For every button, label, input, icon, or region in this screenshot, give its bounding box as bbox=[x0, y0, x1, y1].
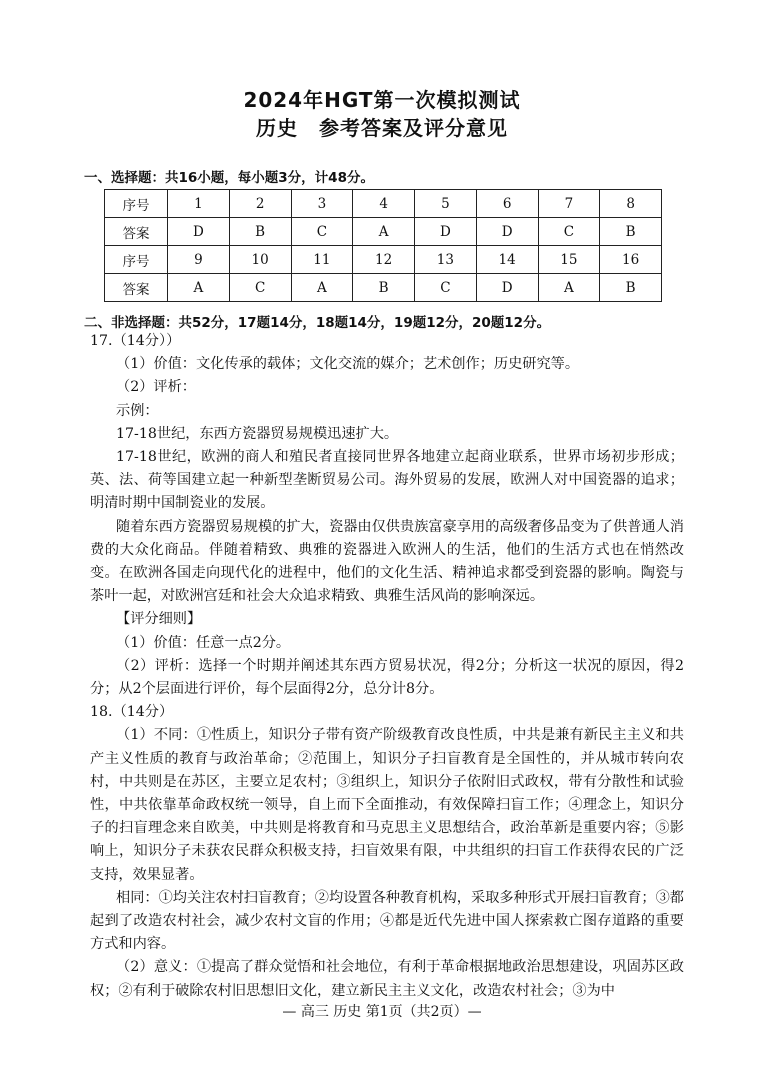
question-17-heading: 17.（14分）） bbox=[90, 333, 181, 349]
table-cell: C bbox=[415, 274, 477, 302]
answer-table bbox=[104, 189, 662, 302]
table-cell: B bbox=[600, 274, 662, 302]
table-cell: A bbox=[168, 274, 230, 302]
exam-subtitle: 历史 参考答案及评分意见 bbox=[256, 116, 508, 140]
answer-body bbox=[90, 330, 684, 1003]
table-cell: B bbox=[600, 218, 662, 246]
table-cell: 4 bbox=[353, 190, 415, 218]
table-cell: A bbox=[291, 274, 353, 302]
table-cell: B bbox=[229, 218, 291, 246]
table-cell: B bbox=[353, 274, 415, 302]
q17-scoring-part2: （2）评析：选择一个时期并阐述其东西方贸易状况，得2分；分析这一状况的原因，得2分；从2个层面进行评价，每个层面得2分，总分计8分。 bbox=[90, 657, 684, 698]
table-row bbox=[105, 218, 662, 246]
table-cell: 6 bbox=[476, 190, 538, 218]
table-cell: C bbox=[291, 218, 353, 246]
q17-example-label: 示例： bbox=[116, 402, 159, 419]
q18-part1-similarities: 相同：①均关注农村扫盲教育；②均设置各种教育机构，采取多种形式开展扫盲教育；③都起到了改造农村社会，减少农村文盲的作用；④都是近代先进中国人探索救亡图存道路的重要方式和内容。 bbox=[90, 889, 684, 953]
table-cell: D bbox=[476, 218, 538, 246]
section-1-heading: 一、选择题：共16小题，每小题3分，计48分。 bbox=[84, 170, 374, 186]
table-cell: C bbox=[538, 218, 600, 246]
table-row bbox=[105, 190, 662, 218]
table-cell: 14 bbox=[476, 246, 538, 274]
table-cell: 5 bbox=[415, 190, 477, 218]
q17-part2-label: （2）评析： bbox=[116, 379, 196, 396]
question-18-heading: 18.（14分） bbox=[90, 704, 174, 721]
exam-title: 2024年HGT第一次模拟测试 bbox=[243, 88, 521, 112]
q17-scoring-part1: （1）价值：任意一点2分。 bbox=[116, 634, 291, 651]
table-cell: 序号 bbox=[105, 246, 168, 274]
table-cell: 3 bbox=[291, 190, 353, 218]
table-cell: 答案 bbox=[105, 274, 168, 302]
table-cell: D bbox=[168, 218, 230, 246]
table-cell: 13 bbox=[415, 246, 477, 274]
table-cell: 2 bbox=[229, 190, 291, 218]
page-footer: — 高三 历史 第1页（共2页）— bbox=[282, 1004, 482, 1020]
q17-example-impact: 随着东西方瓷器贸易规模的扩大，瓷器由仅供贵族富豪享用的高级奢侈品变为了供普通人消费的大众化商品。伴随着精致、典雅的瓷器进入欧洲人的生活，他们的生活方式也在悄然改变。在欧洲各国走向现代化的进程中，他们的文化生活、精神追求都受到瓷器的影响。陶瓷与茶叶一起，对欧洲宫廷和社会大众追求精致、典雅生活风尚的影响深远。 bbox=[90, 518, 684, 605]
q17-example-thesis: 17-18世纪，东西方瓷器贸易规模迅速扩大。 bbox=[116, 425, 399, 442]
table-cell: 15 bbox=[538, 246, 600, 274]
table-cell: D bbox=[476, 274, 538, 302]
table-cell: 序号 bbox=[105, 190, 168, 218]
q17-part1-value: （1）价值：文化传承的载体；文化交流的媒介；艺术创作；历史研究等。 bbox=[116, 356, 580, 373]
table-cell: 9 bbox=[168, 246, 230, 274]
q17-scoring-heading: 【评分细则】 bbox=[116, 611, 202, 628]
table-cell: 8 bbox=[600, 190, 662, 218]
section-2-heading: 二、非选择题：共52分，17题14分，18题14分，19题12分，20题12分。 bbox=[84, 315, 551, 331]
q18-part1-differences: （1）不同：①性质上，知识分子带有资产阶级教育改良性质，中共是兼有新民主主义和共产主义性质的教育与政治革命；②范围上，知识分子扫盲教育是全国性的，并从城市转向农村，中共则是在苏区，主要立足农村；③组织上，知识分子依附旧式政权，带有分散性和试验性，中共依靠革命政权统一领导，自上而下全面推动，有效保障扫盲工作；④理念上，知识分子的扫盲理念来自欧美，中共则是将教育和马克思主义思想结合，政治革新是重要内容；⑤影响上，知识分子未获农民群众积极支持，扫盲效果有限，中共组织的扫盲工作获得农民的广泛支持，效果显著。 bbox=[90, 727, 684, 883]
table-row bbox=[105, 274, 662, 302]
q18-part2-significance: （2）意义：①提高了群众觉悟和社会地位，有利于革命根据地政治思想建设，巩固苏区政权；②有利于破除农村旧思想旧文化，建立新民主主义文化，改造农村社会；③为中 bbox=[90, 959, 684, 999]
table-cell: 11 bbox=[291, 246, 353, 274]
table-cell: 12 bbox=[353, 246, 415, 274]
table-cell: C bbox=[229, 274, 291, 302]
table-cell: 7 bbox=[538, 190, 600, 218]
table-cell: 16 bbox=[600, 246, 662, 274]
table-cell: 答案 bbox=[105, 218, 168, 246]
q17-example-causes: 17-18世纪，欧洲的商人和殖民者直接同世界各地建立起商业联系，世界市场初步形成；英、法、荷等国建立起一种新型垄断贸易公司。海外贸易的发展，欧洲人对中国瓷器的追求；明清时期中国制瓷业的发展。 bbox=[90, 449, 684, 512]
table-cell: A bbox=[353, 218, 415, 246]
table-cell: 1 bbox=[168, 190, 230, 218]
table-cell: 10 bbox=[229, 246, 291, 274]
table-cell: D bbox=[415, 218, 477, 246]
table-row bbox=[105, 246, 662, 274]
table-cell: A bbox=[538, 274, 600, 302]
